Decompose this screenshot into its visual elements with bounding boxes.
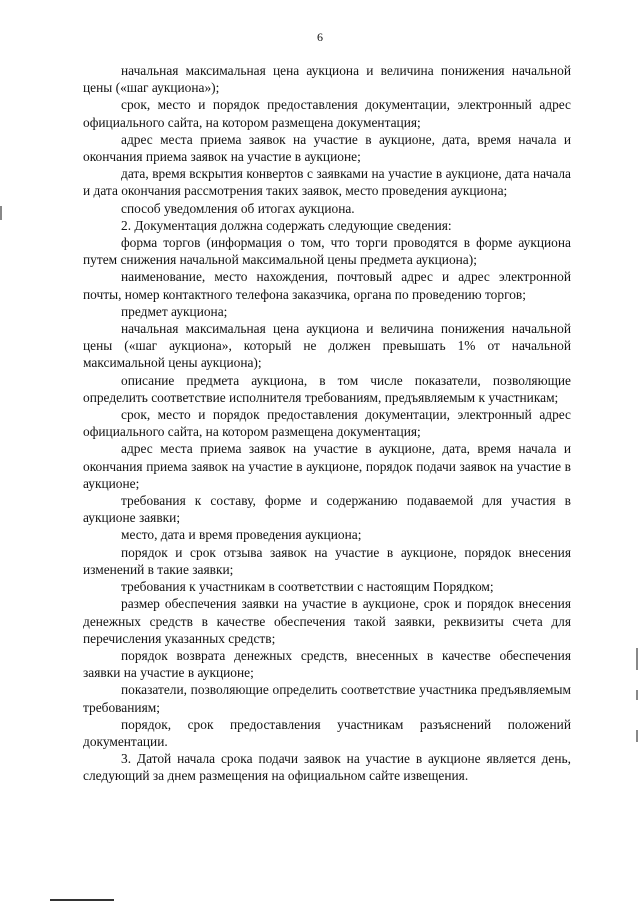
paragraph: требования к участникам в соответствии с настоящим Порядком; bbox=[121, 579, 494, 595]
paragraph: адрес места приема заявок на участие в аукционе, дата, время начала и окончания приема заявок на участие в аукционе, порядок подачи заявок на участие в аукционе; bbox=[83, 441, 571, 491]
paragraph: дата, время вскрытия конвертов с заявками на участие в аукционе, дата начала и дата окончания рассмотрения таких заявок, место проведения аукциона; bbox=[83, 166, 571, 199]
paragraph: срок, место и порядок предоставления документации, электронный адрес официального сайта, на котором размещена документация; bbox=[83, 407, 571, 440]
paragraph: начальная максимальная цена аукциона и величина понижения начальной цены («шаг аукциона»); bbox=[83, 63, 571, 96]
paragraph: описание предмета аукциона, в том числе показатели, позволяющие определить соответствие исполнителя требованиям, предъявляемым к участникам; bbox=[83, 372, 571, 405]
paragraph: начальная максимальная цена аукциона и величина понижения начальной цены («шаг аукциона», который не должен превышать 1% от начальной максимальной цены аукциона); bbox=[83, 321, 571, 371]
paragraph: порядок возврата денежных средств, внесенных в качестве обеспечения заявки на участие в аукционе; bbox=[83, 647, 571, 681]
paragraph: показатели, позволяющие определить соответствие участника предъявляемым требованиям; bbox=[83, 682, 571, 715]
page-number: 6 bbox=[317, 30, 323, 44]
paragraph: срок, место и порядок предоставления документации, электронный адрес официального сайта, на котором размещена документация; bbox=[83, 97, 571, 130]
paragraph: порядок и срок отзыва заявок на участие в аукционе, порядок внесения изменений в такие заявки; bbox=[83, 544, 571, 577]
paragraph: требования к составу, форме и содержанию подаваемой для участия в аукционе заявки; bbox=[83, 493, 571, 526]
body-text bbox=[83, 62, 571, 785]
paragraph: наименование, место нахождения, почтовый адрес и адрес электронной почты, номер контактного телефона заказчика, органа по проведению торгов; bbox=[83, 269, 571, 302]
paragraph: размер обеспечения заявки на участие в аукционе, срок и порядок внесения денежных средств в качестве обеспечения такой заявки, реквизиты счета для перечисления указанных средств; bbox=[83, 596, 571, 646]
paragraph: адрес места приема заявок на участие в аукционе, дата, время начала и окончания приема заявок на участие в аукционе; bbox=[83, 131, 571, 165]
section-heading: 3. Датой начала срока подачи заявок на участие в аукционе является день, следующий за днем размещения на официальном сайте извещения. bbox=[83, 751, 571, 784]
paragraph: порядок, срок предоставления участникам разъяснений положений документации. bbox=[83, 716, 571, 749]
scan-mark bbox=[636, 648, 638, 670]
scan-mark bbox=[50, 899, 114, 901]
scan-mark bbox=[0, 206, 2, 220]
paragraph: место, дата и время проведения аукциона; bbox=[121, 527, 362, 543]
paragraph: форма торгов (информация о том, что торги проводятся в форме аукциона путем снижения начальной максимальной цены предмета аукциона); bbox=[83, 235, 571, 268]
paragraph: предмет аукциона; bbox=[121, 303, 228, 319]
scan-mark bbox=[636, 730, 638, 742]
scan-mark bbox=[636, 690, 638, 700]
section-heading: 2. Документация должна содержать следующие сведения: bbox=[121, 217, 452, 233]
paragraph: способ уведомления об итогах аукциона. bbox=[121, 200, 355, 216]
